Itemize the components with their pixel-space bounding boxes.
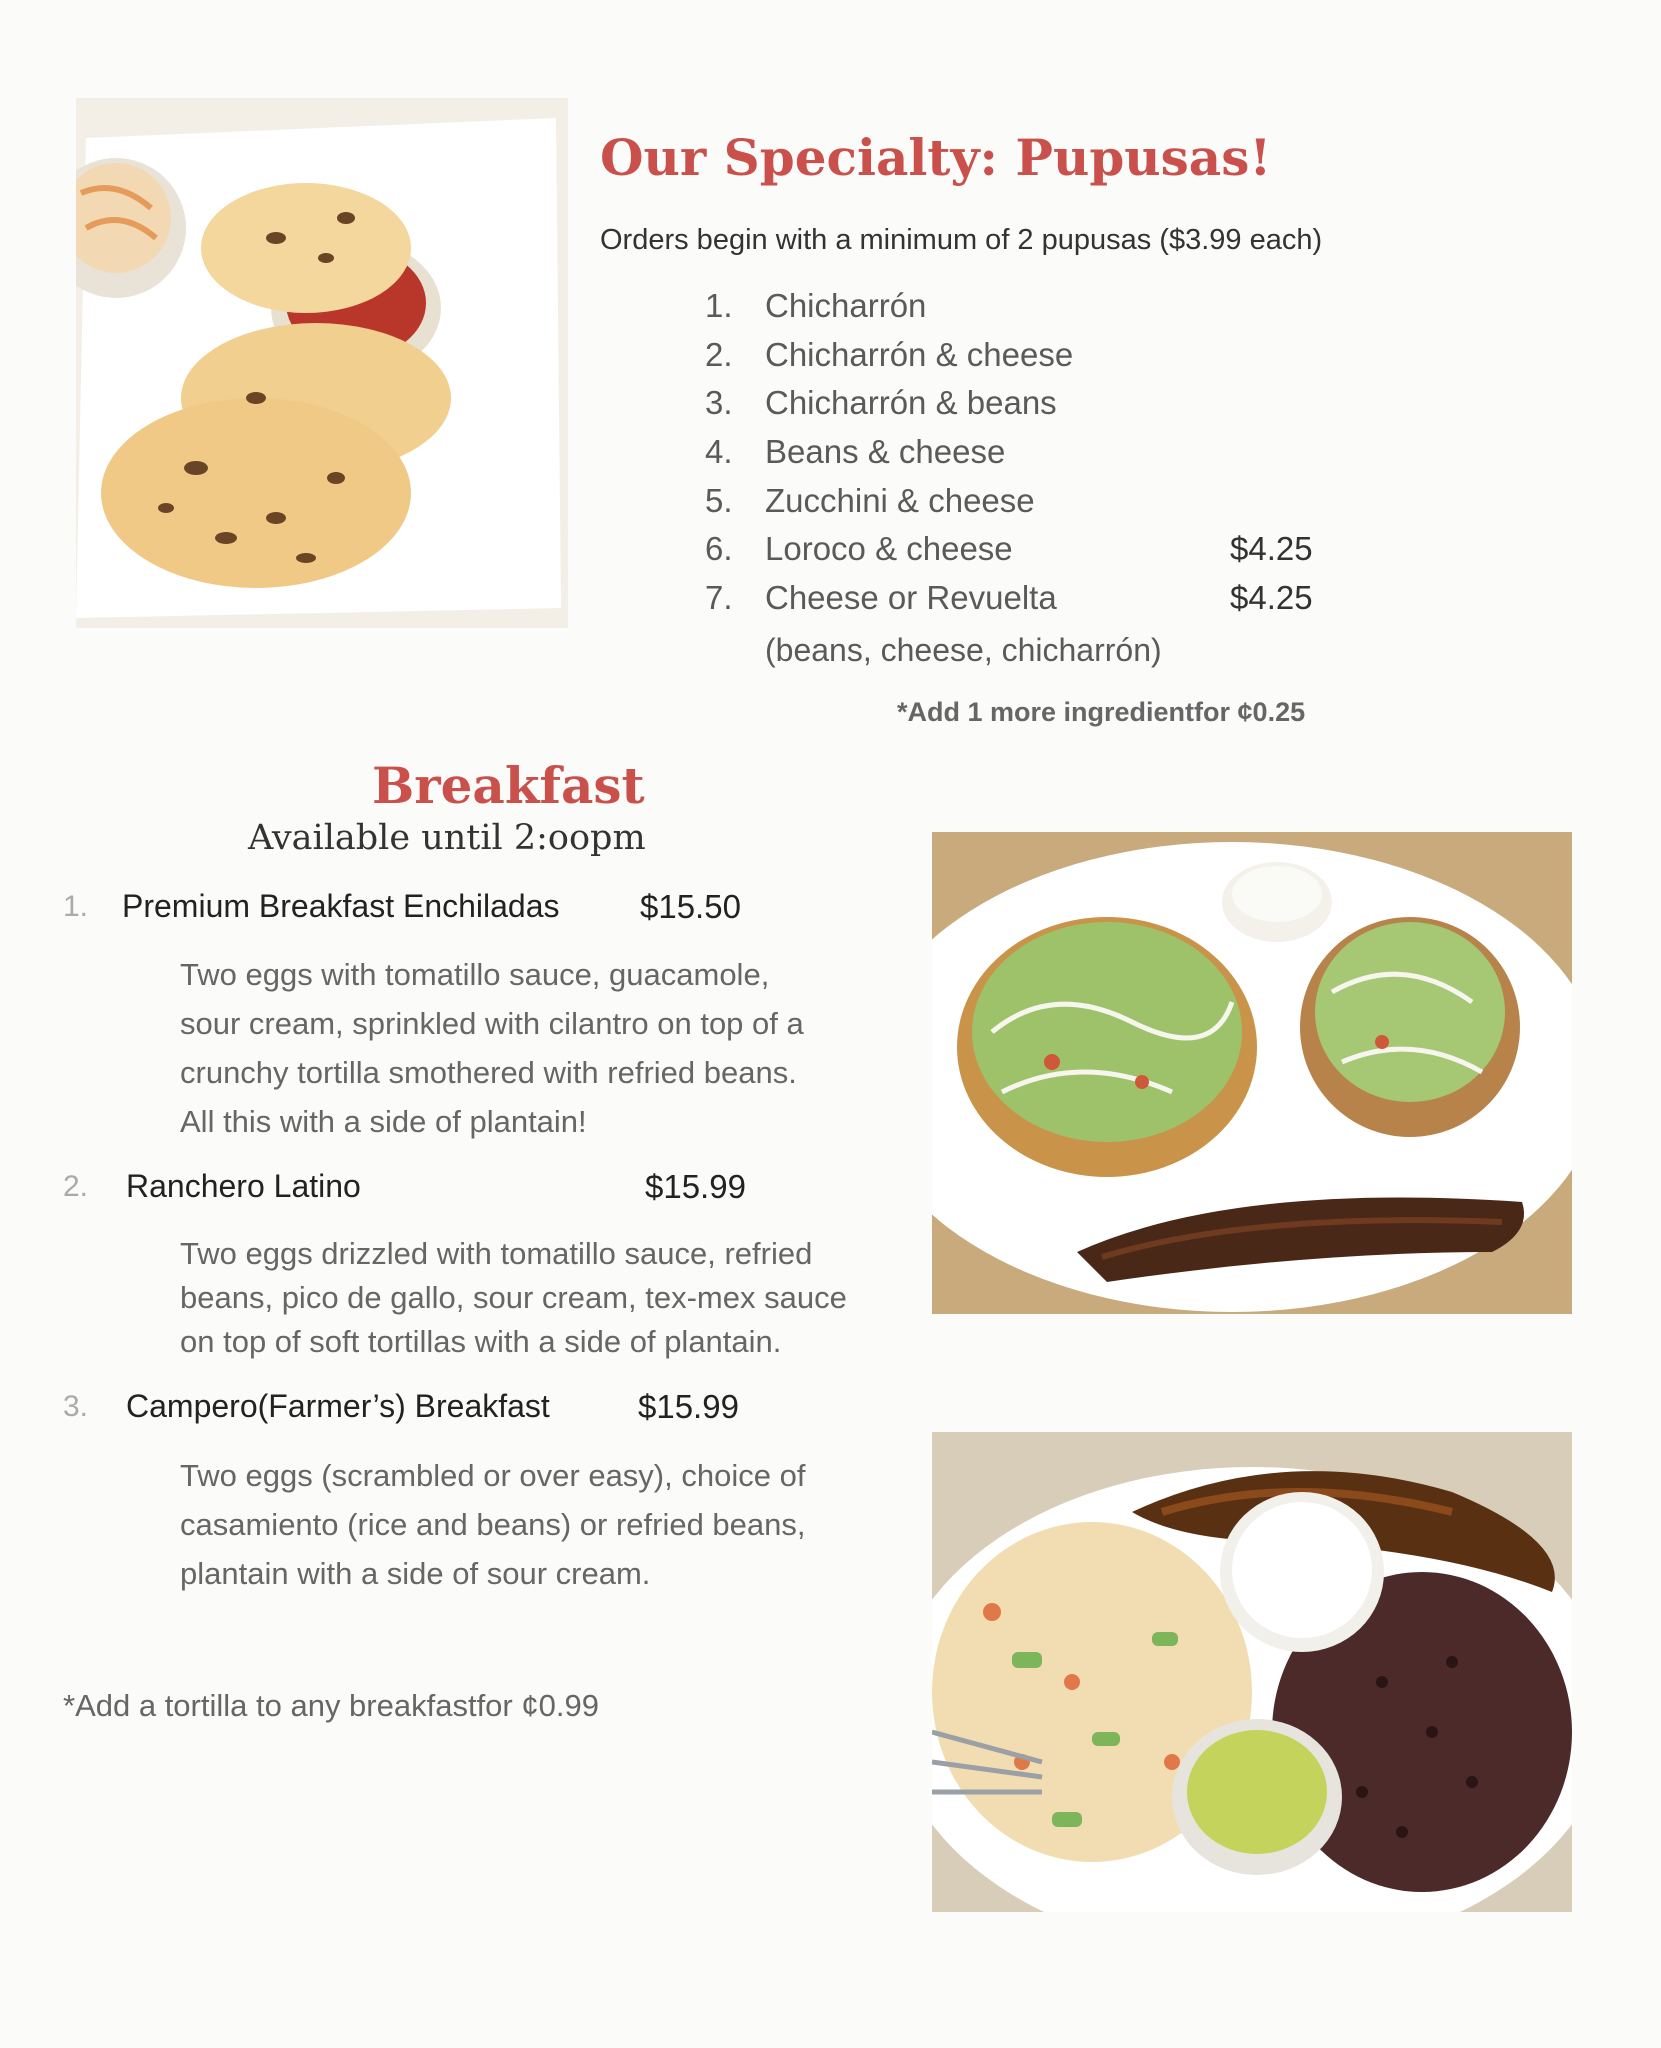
description-line: Two eggs (scrambled or over easy), choice of <box>180 1458 806 1493</box>
pupusa-item-name: Chicharrón <box>765 287 927 324</box>
breakfast-item-price: $15.99 <box>638 1388 739 1425</box>
pupusa-item-name: Chicharrón & cheese <box>765 336 1074 373</box>
breakfast-item-description <box>180 950 804 1146</box>
breakfast-item-price: $15.99 <box>645 1168 746 1205</box>
pupusa-item-number: 6. <box>705 530 733 567</box>
pupusa-item-number: 2. <box>705 336 733 373</box>
pupusa-item <box>705 433 1005 471</box>
pupusa-item-number: 3. <box>705 384 733 421</box>
pupusa-item-number: 1. <box>705 287 733 324</box>
description-line: Two eggs drizzled with tomatillo sauce, refried <box>180 1236 813 1271</box>
description-line: beans, pico de gallo, sour cream, tex-mex sauce <box>180 1280 847 1315</box>
pupusa-item-name: Cheese or Revuelta <box>765 579 1057 616</box>
description-line: Two eggs with tomatillo sauce, guacamole, <box>180 957 770 992</box>
pupusas-addon-note: *Add 1 more ingredientfor ¢0.25 <box>897 697 1306 727</box>
breakfast-subtitle: Available until 2:oopm <box>248 818 646 858</box>
pupusa-item-name: Loroco & cheese <box>765 530 1013 567</box>
description-line: crunchy tortilla smothered with refried beans. <box>180 1055 797 1090</box>
breakfast-item-name: Premium Breakfast Enchiladas <box>122 888 560 924</box>
pupusa-item-price: $4.25 <box>1230 579 1313 616</box>
pupusa-item <box>705 579 1057 617</box>
description-line: casamiento (rice and beans) or refried beans, <box>180 1507 806 1542</box>
breakfast-addon-note: *Add a tortilla to any breakfastfor ¢0.99 <box>63 1688 599 1723</box>
breakfast-title: Breakfast <box>372 756 645 815</box>
pupusa-item <box>705 530 1013 568</box>
pupusa-item <box>705 482 1035 520</box>
breakfast-item-description <box>180 1451 806 1598</box>
description-line: All this with a side of plantain! <box>180 1104 587 1139</box>
pupusa-item-number: 4. <box>705 433 733 470</box>
breakfast-item-description <box>180 1232 847 1364</box>
breakfast-item-price: $15.50 <box>640 888 741 925</box>
description-line: plantain with a side of sour cream. <box>180 1556 651 1591</box>
description-line: on top of soft tortillas with a side of plantain. <box>180 1324 782 1359</box>
pupusas-intro: Orders begin with a minimum of 2 pupusas ($3.99 each) <box>600 224 1323 256</box>
pupusa-item-name: Chicharrón & beans <box>765 384 1057 421</box>
breakfast-item-number: 3. <box>63 1390 89 1423</box>
enchiladas-photo <box>932 832 1572 1314</box>
pupusa-item <box>705 384 1057 422</box>
pupusa-item-name: Beans & cheese <box>765 433 1006 470</box>
campero-breakfast-photo <box>932 1432 1572 1912</box>
pupusa-item-number: 5. <box>705 482 733 519</box>
pupusa-item-name: Zucchini & cheese <box>765 482 1035 519</box>
pupusa-item-number: 7. <box>705 579 733 616</box>
pupusa-item <box>705 287 926 325</box>
breakfast-item-name: Campero(Farmer’s) Breakfast <box>126 1388 550 1424</box>
pupusa-item-price: $4.25 <box>1230 530 1313 567</box>
pupusa-item <box>705 336 1073 374</box>
breakfast-item-name: Ranchero Latino <box>126 1168 361 1204</box>
description-line: sour cream, sprinkled with cilantro on top of a <box>180 1006 804 1041</box>
pupusas-photo <box>76 98 568 628</box>
breakfast-item-number: 1. <box>63 890 89 923</box>
breakfast-item-number: 2. <box>63 1170 89 1203</box>
pupusas-title: Our Specialty: Pupusas! <box>600 128 1272 187</box>
pupusa-item-note: (beans, cheese, chicharrón) <box>765 632 1162 668</box>
